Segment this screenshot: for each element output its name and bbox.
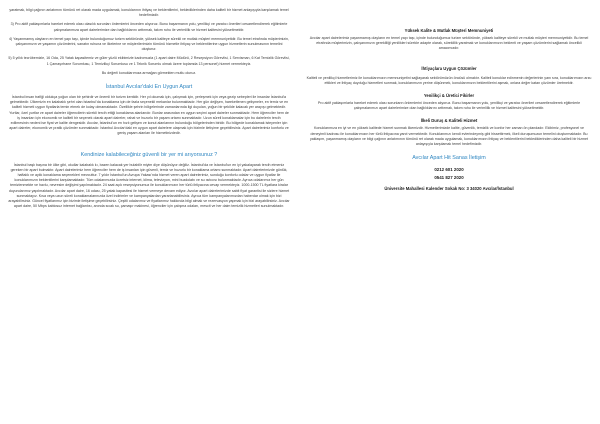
- section-body-solutions: Kaliteli ve yenilikçi hizmetlerimiz ile konuklarımızın memnuniyetini sağlayarak sektörümüzün öncüsü olmaktır. Kaliteli konuklar edinmenin değerlerinin yanı sıra, konuklarımızın arzu ettikleri ve ihtiyaç duyduğu hizmetleri sunmak, konuklarımızın yerine düşünmek, konuklarımızın beklentilerini aşmak, onlara değer katan çözümler üretmektir.: [306, 75, 592, 85]
- heading-avcilar-apart[interactable]: İstanbul Avcılar'daki En Uygun Apart: [105, 84, 193, 91]
- address-text: Üniversite Mahallesi Kalender Sokak No: 3 34020 Avcılar/İstanbul: [384, 186, 514, 192]
- intro-paragraph: yaratmak, bilgi çağının anlatımını tümünü ret olarak mada uygulamak, konuklarının ihtiyaç ve beklentilerini, beklediklerinden daha kaliteli bir hizmet anlayışıyla karşılamak temel hedefimizdir.: [9, 8, 289, 18]
- section-title-quality: Yüksek Kalite & Mutlak Müşteri Memnuniyeti: [404, 28, 494, 33]
- phone-number-mobile[interactable]: 0541 827 2020: [434, 175, 464, 181]
- paragraph-3: 3) Pro aktif yaklaşımlarla hareket ederek olası olasılık sorunları önlemlerini önceden alıyoruz. Bunu başarmanın yolu, yenilikçi ve yaratıcı önerileri cesaretlendirerek eğitimlerle çalışmalarımıza apart dairelerimize dan bağlılıklarını arttırmak, takım ruhu ile verimlilik ve hizmet kalitesini yükseltmektir.: [10, 22, 288, 32]
- section-body-ideas: Pro aktif yaklaşımlarla hareket ederek olası sorunların önlemlerini önceden alıyoruz. Bunu başarmanın yolu, yenilikçi ve yaratıcı önerileri cesaretlendirerek eğitimlerle çalışmalarımızı apart dairelerimize olan bağlılıklarını arttırmak, takım ruhu ile verimlilik ve hizmet kalitesini yükseltmektir.: [317, 101, 581, 111]
- left-column: [8, 0, 290, 209]
- section-body-service: Konuklarımıza en iyi ve en yüksek kalitede hizmet sunmak ilkemizdir. Hizmetlerimizde kalite, güvenlik, temizlik ve konfor her zaman ön plandadır. Ekibimiz, profesyonel ve deneyimli kadrosu ile konuklarımızın her türlü ihtiyacına yanıt vermektedir. Konuklarımızı kendi evlerindeymiş gibi hissettirmek, ilkeli duruşumuzun temelini oluşturmaktadır. Bu yaklaşım, yaşanmamış olayların ve bilgi çağının anlatımının tümünü ret olarak mada uygulamak, konuklarımızın ihtiyaç ve beklentilerini beklediklerinden daha kaliteli bir hizmet anlayışıyla karşılamak temel hedefimizdir.: [309, 126, 589, 147]
- heading-safe-place[interactable]: Kendinize kalabileceğiniz güvenli bir yer mi arıyorsunuz ?: [80, 151, 218, 158]
- section-title-solutions: İhtiyaçlara Uygun Çözümler: [421, 65, 477, 71]
- body-safe-place: İstanbul başlı başına bir ülke gibi, okullar kalabalık kı, bazen kalacak yer bulabilir miyim diye düşünüyor değiliz. İstanbul'da ve İstanbul'un en iyi yakalayarak tercih etmeniz gereken bir apart bulmaktır. Apart dairelerimiz hem öğrenciler hem de iş insanları için güvenli, temiz ve huzurlu bir konaklama ortamı sunmaktadır. Apart dairelerimizde günlük, haftalık ve aylık konaklama seçenekleri mevcuttur. 7 yıldır İstanbul'un Avrupa Yakası'nda hizmet veren apart dairelerimiz, sunduğu konforlu odalar ve uygun fiyatlar ile konuklarımızın beklentilerini karşılamaktadır. Tüm odalarımızda ücretsiz internet, klima, televizyon, mini buzdolabı ve su ısıtıcısı bulunmaktadır. Ayrıca odalarımız her gün temizlenmekte ve havlu, nevresim değişimi yapılmaktadır. 24 saat açık resepsiyonumuz ile konuklarımızın her türlü ihtiyacına cevap vermekteyiz. 1000-1500 TL fiyatlara kiralar duyurularımız yapılmaktadır. Avcılar apart daire, 16 odası, 25 yatak kapasitesi ile hizmet vermeye devam ediyor. Avcılar apart dairelerimizde sabit fiyat garantisi ile sizlere hizmet sunmaktayız. Kısa veya uzun süreli konaklamalarınızda özel indirimler ve kampanyalardan yararlanabilirsiniz. Ayrıca tüm kampanyalarımızdan haberdar olmak için bizi arayabilirsiniz. Güncel fiyatlarımız için bizimle iletişime geçebilirsiniz. Çeşitli odalarımız ve fiyatlarımız hakkında bilgi almak ve rezervasyon yapmak için bizi arayabilirsiniz. Avcılar apart daire, 50 Mbps kablosuz internet bağlantısı, anında sıcak su, çamaşır makinesi, öğrenciler için çalışma odaları, mescit ve her daim temizlik hizmetleri sunulmaktadır.: [8, 162, 290, 209]
- body-avcilar-apart: İstanbul insan trafiği oldukça yoğun olan bir şehirdir ve önemli bir turizm kentidir. Her yıl okumak için, çalışmak için, yerleşmek için veya gezip sebepleri ile insanlar İstanbul'a gelmektedir. Ülkemizin en kalabalık şehri olan İstanbul'da konaklama için de fazla seçenekli mekanlar bulunmaktadır. Her gün değişen, hareketlenen gelişmeler, en temiz ve en kaliteli hizmeti uygun fiyatlarla temin etmek de kolay olmamaktadır. Özellikle şehrin bölgelerinde zamanlarında ilgi duyulan, yoğun bir şekilde kalacak yer arayışı gelmektedir. Yurtlar, özel yurtlar ve apart daireler öğrencilerin sürekli tercih ettiği konaklama alanlarıdır. Bunlar arasından en uygun seçimi apart daireler sunmaktadır. Hem öğrenciler hem de iş insanları için ekonomik ve kaliteli bir seçenek olarak apart daireler, rahat ve huzurlu bir yaşam ortamı sunmaktadır. Uzun süreli konaklamalar için bu dairelerin tercih edilmesinin nedeni ise fiyat ve kalite dengesidir. Avcılar, İstanbul'un en hızlı gelişen ve konut alanlarının bulunduğu bölgelerinden biridir. Bu bölgede konaklamak isteyenler için apart daireler, ekonomik ve pratik çözümler sunmaktadır. İstanbul Avcılar'daki en uygun apart dairelere ulaşmak için bizimle iletişime geçebilirsiniz. Apart dairelerimiz konforlu ve geniş yaşam alanları ile hizmetinizdedir.: [9, 95, 289, 136]
- section-body-quality: Avcılar apart dairelerimiz yaşanmamış olayların en temel yapı taşı, içinde bulunduğumuz turizm sektöründe, yüksek kaliteye sürekli ve mutlak müşteri memnuniyetidir. Bu temel etrafında müşterimizin, çalışanımızın gerekliliği yenilikleri sürekle adapte olarak, süreklilik yaratmak ve konuklarımızın beklenti ve yaşam çözümlerini sağlamak öncelikli amacımızdır.: [309, 36, 589, 51]
- paragraph-4: 4) Yaşanmamış olayların en temel yapı taşı, içinde bulunduğumuz turizm sektöründe, yüksek kaliteye sürekli ve mutlak müşteri memnuniyetidir. Bu temel etrafında müşterimizin, çalışanımızın ve yaşamın çözümlerini, sanatın ruhuna ve ilkelerine ve müşterilerimizin tümünü hizmetle ihtiyaç ve beklentilerine uygun hizmetlerin sunulmasının temelini oluşturur.: [9, 36, 289, 52]
- paragraph-6: Bu değerli konuklarımıza armağan görmekten mutlu oluruz.: [101, 70, 197, 75]
- paragraph-5: 5) 5 yıllık tecrübemizle, 16 Oda, 25 Yatak kapasitemiz ve güler yüzlü ekibimizle kadromuzla (1 apart daire Müdürü, 2 Resepsiyon Görevlisi, 1 Servisman, 6 Kat Temizlik Görevlisi, 1 Çamaşırhane Sorumlusu, 1 Temizlikçi Sorumlusu ve 1 Teknik Sorumlu olmak üzere toplamda 13 personel) hizmet vermekteyiz.: [8, 56, 290, 66]
- section-title-service: İlkeli Duruş & Kaliteli Hizmet: [420, 118, 478, 124]
- section-title-ideas: Yenilikçi & Üretici Fikirler: [423, 93, 475, 99]
- phone-number-landline[interactable]: 0212 601 2020: [434, 167, 464, 173]
- contact-heading[interactable]: Avcılar Apart Hit Sanas İletişim: [412, 155, 486, 162]
- right-column: [306, 0, 592, 192]
